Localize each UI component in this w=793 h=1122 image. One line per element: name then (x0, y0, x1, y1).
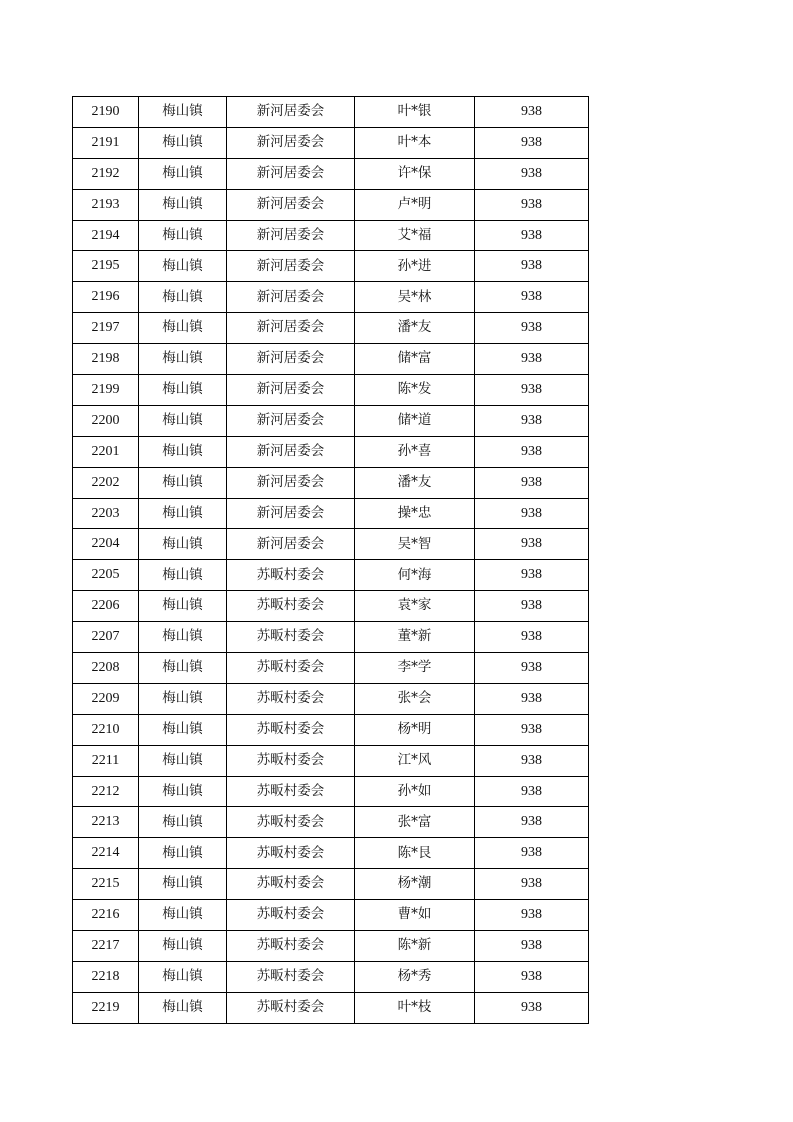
table-row (73, 436, 589, 467)
cell-amount: 938 (475, 220, 589, 251)
table-row (73, 220, 589, 251)
cell-committee: 苏畈村委会 (227, 869, 355, 900)
cell-name: 何*海 (355, 560, 475, 591)
cell-committee: 新河居委会 (227, 97, 355, 128)
cell-town: 梅山镇 (139, 344, 227, 375)
cell-name: 陈*发 (355, 375, 475, 406)
cell-name: 许*保 (355, 158, 475, 189)
cell-row-number: 2216 (73, 900, 139, 931)
cell-amount: 938 (475, 529, 589, 560)
cell-row-number: 2210 (73, 714, 139, 745)
cell-name: 孙*进 (355, 251, 475, 282)
cell-row-number: 2196 (73, 282, 139, 313)
table-row (73, 313, 589, 344)
cell-amount: 938 (475, 405, 589, 436)
cell-committee: 苏畈村委会 (227, 653, 355, 684)
table-row (73, 405, 589, 436)
cell-row-number: 2214 (73, 838, 139, 869)
cell-row-number: 2204 (73, 529, 139, 560)
cell-name: 董*新 (355, 622, 475, 653)
cell-row-number: 2205 (73, 560, 139, 591)
records-table-body (73, 97, 589, 1024)
table-row (73, 591, 589, 622)
cell-name: 艾*福 (355, 220, 475, 251)
cell-committee: 新河居委会 (227, 498, 355, 529)
cell-row-number: 2194 (73, 220, 139, 251)
cell-amount: 938 (475, 97, 589, 128)
cell-committee: 苏畈村委会 (227, 560, 355, 591)
cell-row-number: 2219 (73, 992, 139, 1023)
cell-row-number: 2203 (73, 498, 139, 529)
cell-row-number: 2206 (73, 591, 139, 622)
cell-row-number: 2195 (73, 251, 139, 282)
cell-town: 梅山镇 (139, 498, 227, 529)
cell-committee: 新河居委会 (227, 282, 355, 313)
table-row (73, 127, 589, 158)
table-row (73, 251, 589, 282)
cell-committee: 新河居委会 (227, 436, 355, 467)
cell-amount: 938 (475, 807, 589, 838)
cell-row-number: 2211 (73, 745, 139, 776)
cell-row-number: 2209 (73, 683, 139, 714)
cell-row-number: 2215 (73, 869, 139, 900)
cell-town: 梅山镇 (139, 220, 227, 251)
cell-committee: 新河居委会 (227, 251, 355, 282)
cell-town: 梅山镇 (139, 622, 227, 653)
cell-town: 梅山镇 (139, 282, 227, 313)
cell-town: 梅山镇 (139, 745, 227, 776)
cell-row-number: 2200 (73, 405, 139, 436)
cell-name: 杨*秀 (355, 961, 475, 992)
table-row (73, 900, 589, 931)
table-row (73, 683, 589, 714)
table-row (73, 560, 589, 591)
table-row (73, 745, 589, 776)
cell-amount: 938 (475, 282, 589, 313)
cell-town: 梅山镇 (139, 869, 227, 900)
cell-amount: 938 (475, 127, 589, 158)
table-row (73, 498, 589, 529)
cell-committee: 新河居委会 (227, 467, 355, 498)
cell-name: 吴*智 (355, 529, 475, 560)
cell-town: 梅山镇 (139, 591, 227, 622)
cell-committee: 苏畈村委会 (227, 838, 355, 869)
cell-amount: 938 (475, 158, 589, 189)
cell-amount: 938 (475, 838, 589, 869)
records-table (72, 96, 589, 1024)
cell-name: 陈*新 (355, 931, 475, 962)
cell-name: 孙*喜 (355, 436, 475, 467)
cell-town: 梅山镇 (139, 653, 227, 684)
cell-town: 梅山镇 (139, 189, 227, 220)
cell-town: 梅山镇 (139, 683, 227, 714)
cell-committee: 新河居委会 (227, 344, 355, 375)
cell-committee: 新河居委会 (227, 405, 355, 436)
cell-amount: 938 (475, 931, 589, 962)
table-row (73, 282, 589, 313)
cell-town: 梅山镇 (139, 992, 227, 1023)
cell-town: 梅山镇 (139, 127, 227, 158)
cell-name: 吴*林 (355, 282, 475, 313)
cell-committee: 苏畈村委会 (227, 992, 355, 1023)
cell-row-number: 2191 (73, 127, 139, 158)
cell-amount: 938 (475, 251, 589, 282)
cell-name: 叶*本 (355, 127, 475, 158)
cell-name: 曹*如 (355, 900, 475, 931)
table-row (73, 529, 589, 560)
cell-town: 梅山镇 (139, 313, 227, 344)
cell-row-number: 2217 (73, 931, 139, 962)
cell-name: 李*学 (355, 653, 475, 684)
cell-row-number: 2208 (73, 653, 139, 684)
cell-name: 储*道 (355, 405, 475, 436)
cell-committee: 苏畈村委会 (227, 807, 355, 838)
cell-amount: 938 (475, 436, 589, 467)
cell-name: 叶*银 (355, 97, 475, 128)
cell-committee: 苏畈村委会 (227, 622, 355, 653)
cell-committee: 新河居委会 (227, 220, 355, 251)
cell-amount: 938 (475, 992, 589, 1023)
cell-amount: 938 (475, 961, 589, 992)
cell-town: 梅山镇 (139, 931, 227, 962)
cell-name: 杨*明 (355, 714, 475, 745)
cell-committee: 苏畈村委会 (227, 931, 355, 962)
cell-committee: 新河居委会 (227, 529, 355, 560)
table-row (73, 961, 589, 992)
cell-committee: 新河居委会 (227, 375, 355, 406)
cell-row-number: 2201 (73, 436, 139, 467)
cell-amount: 938 (475, 745, 589, 776)
cell-amount: 938 (475, 344, 589, 375)
cell-town: 梅山镇 (139, 251, 227, 282)
cell-committee: 苏畈村委会 (227, 714, 355, 745)
cell-committee: 新河居委会 (227, 158, 355, 189)
cell-row-number: 2202 (73, 467, 139, 498)
cell-name: 操*忠 (355, 498, 475, 529)
cell-row-number: 2190 (73, 97, 139, 128)
table-row (73, 622, 589, 653)
cell-town: 梅山镇 (139, 467, 227, 498)
table-row (73, 653, 589, 684)
cell-town: 梅山镇 (139, 436, 227, 467)
cell-committee: 苏畈村委会 (227, 961, 355, 992)
table-row (73, 838, 589, 869)
cell-row-number: 2207 (73, 622, 139, 653)
cell-committee: 新河居委会 (227, 189, 355, 220)
cell-amount: 938 (475, 375, 589, 406)
cell-town: 梅山镇 (139, 529, 227, 560)
table-row (73, 467, 589, 498)
cell-name: 袁*家 (355, 591, 475, 622)
cell-row-number: 2213 (73, 807, 139, 838)
cell-row-number: 2197 (73, 313, 139, 344)
cell-town: 梅山镇 (139, 807, 227, 838)
table-row (73, 869, 589, 900)
cell-amount: 938 (475, 683, 589, 714)
cell-amount: 938 (475, 467, 589, 498)
cell-amount: 938 (475, 900, 589, 931)
table-row (73, 714, 589, 745)
cell-name: 张*富 (355, 807, 475, 838)
cell-name: 张*会 (355, 683, 475, 714)
cell-row-number: 2192 (73, 158, 139, 189)
cell-committee: 苏畈村委会 (227, 591, 355, 622)
cell-row-number: 2212 (73, 776, 139, 807)
cell-name: 孙*如 (355, 776, 475, 807)
table-row (73, 992, 589, 1023)
cell-amount: 938 (475, 591, 589, 622)
cell-name: 杨*潮 (355, 869, 475, 900)
cell-amount: 938 (475, 776, 589, 807)
cell-amount: 938 (475, 189, 589, 220)
cell-town: 梅山镇 (139, 560, 227, 591)
cell-amount: 938 (475, 498, 589, 529)
cell-name: 陈*艮 (355, 838, 475, 869)
cell-town: 梅山镇 (139, 776, 227, 807)
cell-town: 梅山镇 (139, 714, 227, 745)
cell-name: 潘*友 (355, 467, 475, 498)
cell-committee: 新河居委会 (227, 313, 355, 344)
cell-row-number: 2218 (73, 961, 139, 992)
cell-name: 江*风 (355, 745, 475, 776)
cell-committee: 苏畈村委会 (227, 900, 355, 931)
cell-town: 梅山镇 (139, 900, 227, 931)
cell-amount: 938 (475, 622, 589, 653)
table-row (73, 375, 589, 406)
cell-town: 梅山镇 (139, 405, 227, 436)
cell-amount: 938 (475, 653, 589, 684)
cell-committee: 苏畈村委会 (227, 776, 355, 807)
cell-town: 梅山镇 (139, 375, 227, 406)
table-row (73, 189, 589, 220)
table-row (73, 97, 589, 128)
cell-town: 梅山镇 (139, 158, 227, 189)
table-row (73, 931, 589, 962)
cell-town: 梅山镇 (139, 97, 227, 128)
cell-row-number: 2199 (73, 375, 139, 406)
cell-row-number: 2193 (73, 189, 139, 220)
table-row (73, 158, 589, 189)
cell-amount: 938 (475, 560, 589, 591)
cell-town: 梅山镇 (139, 838, 227, 869)
cell-committee: 苏畈村委会 (227, 683, 355, 714)
cell-committee: 新河居委会 (227, 127, 355, 158)
table-row (73, 807, 589, 838)
cell-committee: 苏畈村委会 (227, 745, 355, 776)
table-row (73, 344, 589, 375)
cell-name: 卢*明 (355, 189, 475, 220)
cell-name: 潘*友 (355, 313, 475, 344)
cell-name: 叶*枝 (355, 992, 475, 1023)
table-row (73, 776, 589, 807)
cell-amount: 938 (475, 714, 589, 745)
cell-amount: 938 (475, 313, 589, 344)
cell-row-number: 2198 (73, 344, 139, 375)
cell-town: 梅山镇 (139, 961, 227, 992)
cell-name: 储*富 (355, 344, 475, 375)
cell-amount: 938 (475, 869, 589, 900)
